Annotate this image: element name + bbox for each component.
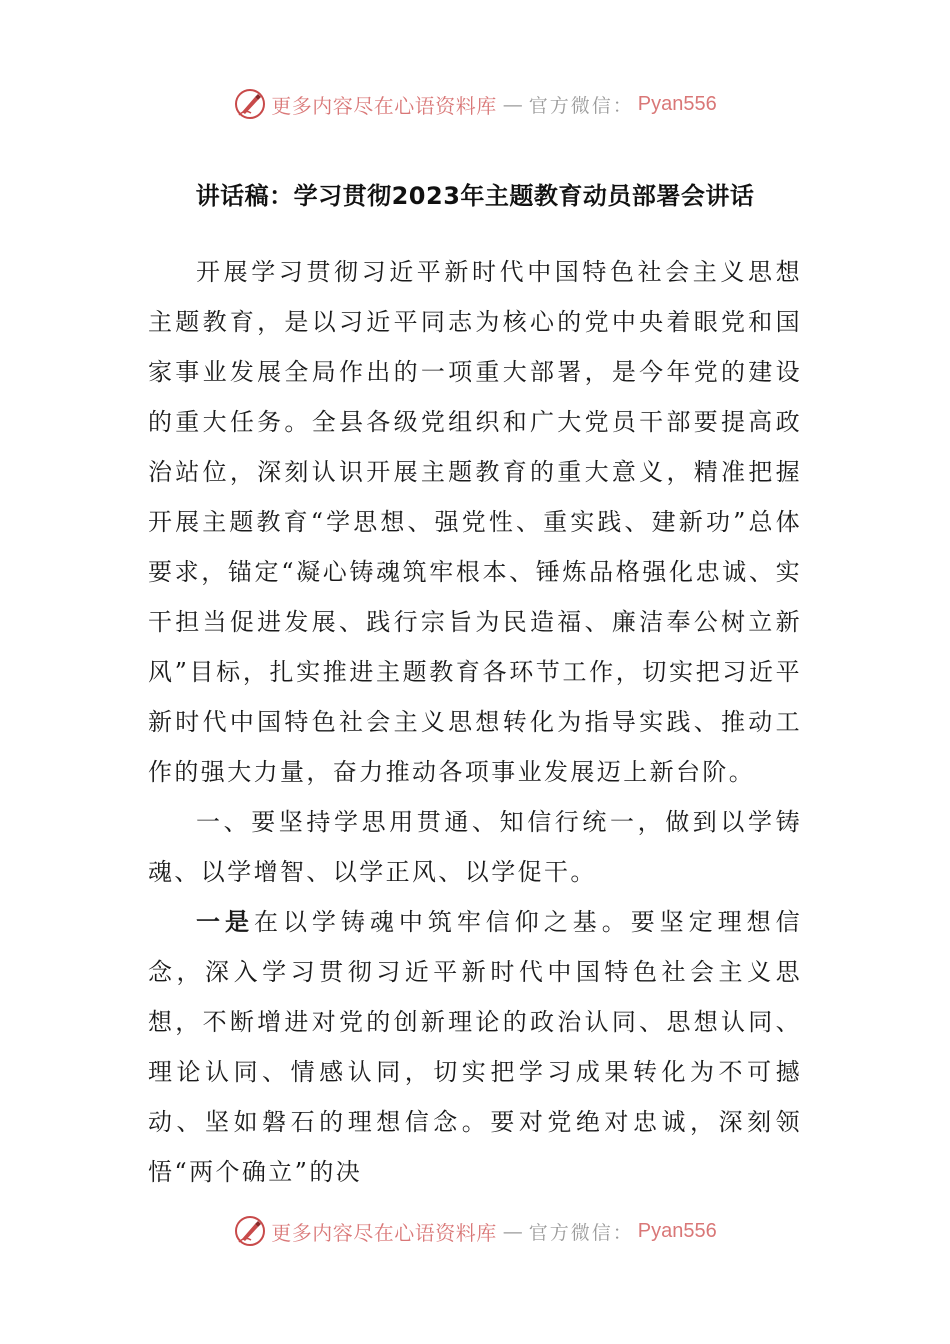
watermark-content [233,87,716,121]
paragraph-point-one [148,897,802,1197]
watermark-wechat-id: Pyan556 [637,92,717,115]
watermark-text: 更多内容尽在心语资料库 [271,93,497,118]
document-title: 讲话稿：学习贯彻2023年主题教育动员部署会讲话 [195,182,755,210]
watermark-content [233,1214,716,1248]
watermark-official-label: 官方微信： [528,94,634,117]
paragraph-point-one-text: 在以学铸魂中筑牢信仰之基。要坚定理想信念，深入学习贯彻习近平新时代中国特色社会主义思想，不断增进对党的创新理论的政治认同、思想认同、理论认同、情感认同，切实把学习成果转化为不可撼动、坚如磐石的理想信念。要对党绝对忠诚，深刻领悟“两个确立”的决 [148,908,802,1186]
watermark-wechat-id: Pyan556 [637,1219,717,1242]
watermark-text: 更多内容尽在心语资料库 [271,1220,497,1245]
watermark-separator: — [502,92,523,116]
paragraph-point-one-lead: 一是 [196,908,254,936]
watermark-official-label: 官方微信： [528,1221,634,1244]
paragraph-intro-text: 开展学习贯彻习近平新时代中国特色社会主义思想主题教育，是以习近平同志为核心的党中央着眼党和国家事业发展全局作出的一项重大部署，是今年党的建设的重大任务。全县各级党组织和广大党员干部要提高政治站位，深刻认识开展主题教育的重大意义，精准把握开展主题教育“学思想、强党性、重实践、建新功”总体要求，锚定“凝心铸魂筑牢根本、锤炼品格强化忠诚、实干担当促进发展、践行宗旨为民造福、廉洁奉公树立新风”目标，扎实推进主题教育各环节工作，切实把习近平新时代中国特色社会主义思想转化为指导实践、推动工作的强大力量，奋力推动各项事业发展迈上新台阶。 [148,258,802,786]
paragraph-section-one [148,797,802,897]
watermark-banner-top [0,84,950,124]
paragraph-intro [148,247,802,797]
pen-logo-icon [233,87,267,121]
pen-logo-icon [233,1214,267,1248]
watermark-separator: — [502,1219,523,1243]
document-body [148,247,802,1197]
watermark-banner-bottom [0,1211,950,1251]
paragraph-section-one-text: 一、要坚持学思用贯通、知信行统一，做到以学铸魂、以学增智、以学正风、以学促干。 [148,808,802,886]
